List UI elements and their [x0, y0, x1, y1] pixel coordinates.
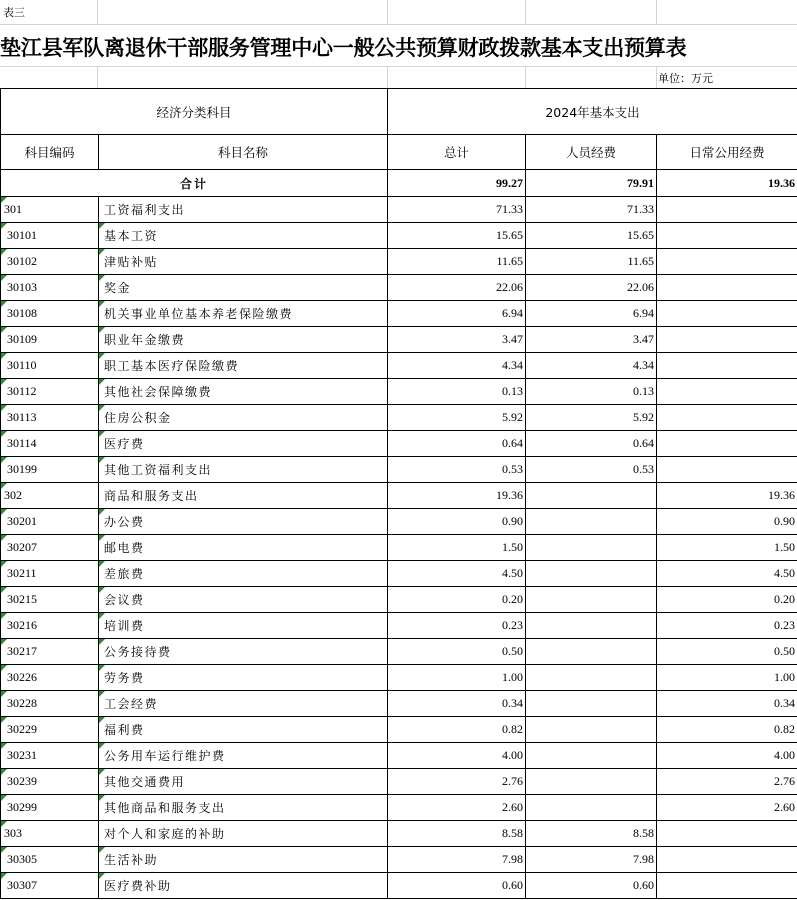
cell-personnel[interactable]: 0.60: [526, 873, 657, 899]
cell-total[interactable]: 4.50: [388, 561, 526, 587]
cell-name[interactable]: 生活补助: [99, 847, 388, 873]
cell-name[interactable]: 医疗费补助: [99, 873, 388, 899]
cell-code[interactable]: 30231: [1, 743, 99, 769]
cell-personnel[interactable]: [526, 743, 657, 769]
cell-total[interactable]: 11.65: [388, 249, 526, 275]
cell-total[interactable]: 0.34: [388, 691, 526, 717]
cell-total[interactable]: 0.82: [388, 717, 526, 743]
cell-personnel[interactable]: 0.13: [526, 379, 657, 405]
cell-total[interactable]: 7.98: [388, 847, 526, 873]
cell-public[interactable]: [657, 275, 797, 301]
total-row: [1, 170, 797, 197]
cell-public[interactable]: [657, 353, 797, 379]
cell-public[interactable]: [657, 197, 797, 223]
cell-name[interactable]: 对个人和家庭的补助: [99, 821, 388, 847]
cell-name[interactable]: 工资福利支出: [99, 197, 388, 223]
cell-code[interactable]: 30229: [1, 717, 99, 743]
cell-code[interactable]: 30307: [1, 873, 99, 899]
cell-code[interactable]: 303: [1, 821, 99, 847]
table-row: [1, 483, 797, 509]
cell-code[interactable]: 30101: [1, 223, 99, 249]
cell-total[interactable]: 71.33: [388, 197, 526, 223]
cell-public[interactable]: 0.20: [657, 587, 797, 613]
table-row: [1, 327, 797, 353]
total-personnel[interactable]: 79.91: [526, 170, 657, 197]
cell-code[interactable]: 30216: [1, 613, 99, 639]
table-row: [1, 587, 797, 613]
cell-personnel[interactable]: 8.58: [526, 821, 657, 847]
cell-total[interactable]: 0.20: [388, 587, 526, 613]
cell-personnel[interactable]: 6.94: [526, 301, 657, 327]
cell-name[interactable]: 其他商品和服务支出: [99, 795, 388, 821]
cell-total[interactable]: 0.23: [388, 613, 526, 639]
cell-code[interactable]: 30102: [1, 249, 99, 275]
cell-code[interactable]: 30113: [1, 405, 99, 431]
cell-public[interactable]: 0.90: [657, 509, 797, 535]
table-row: [1, 743, 797, 769]
cell-name[interactable]: 住房公积金: [99, 405, 388, 431]
cell-personnel[interactable]: [526, 717, 657, 743]
table-row: [1, 275, 797, 301]
cell-total[interactable]: 2.60: [388, 795, 526, 821]
cell-personnel[interactable]: 5.92: [526, 405, 657, 431]
cell-name[interactable]: 福利费: [99, 717, 388, 743]
cell-personnel[interactable]: [526, 561, 657, 587]
cell-code[interactable]: 30226: [1, 665, 99, 691]
cell-total[interactable]: 1.50: [388, 535, 526, 561]
cell-public[interactable]: 2.76: [657, 769, 797, 795]
cell-name[interactable]: 其他社会保障缴费: [99, 379, 388, 405]
cell-public[interactable]: 0.50: [657, 639, 797, 665]
cell-name[interactable]: 劳务费: [99, 665, 388, 691]
cell-total[interactable]: 4.34: [388, 353, 526, 379]
cell-name[interactable]: 其他工资福利支出: [99, 457, 388, 483]
cell-total[interactable]: 1.00: [388, 665, 526, 691]
cell-public[interactable]: [657, 327, 797, 353]
header-personnel[interactable]: 人员经费: [526, 135, 657, 170]
cell-code[interactable]: 30114: [1, 431, 99, 457]
cell-name[interactable]: 商品和服务支出: [99, 483, 388, 509]
cell-code[interactable]: 30108: [1, 301, 99, 327]
table-row: [1, 639, 797, 665]
cell-personnel[interactable]: [526, 509, 657, 535]
cell-name[interactable]: 办公费: [99, 509, 388, 535]
table-row: [1, 717, 797, 743]
cell-code[interactable]: 30110: [1, 353, 99, 379]
cell-name[interactable]: 基本工资: [99, 223, 388, 249]
table-row: [1, 665, 797, 691]
cell-name[interactable]: 工会经费: [99, 691, 388, 717]
cell-public[interactable]: 19.36: [657, 483, 797, 509]
cell-name[interactable]: 培训费: [99, 613, 388, 639]
total-public[interactable]: 19.36: [657, 170, 797, 197]
cell-code[interactable]: 30305: [1, 847, 99, 873]
cell-name[interactable]: 公务接待费: [99, 639, 388, 665]
cell-public[interactable]: 4.50: [657, 561, 797, 587]
cell-code[interactable]: 30217: [1, 639, 99, 665]
cell-public[interactable]: 0.34: [657, 691, 797, 717]
cell-public[interactable]: 1.50: [657, 535, 797, 561]
cell-code[interactable]: 301: [1, 197, 99, 223]
table-row: [1, 353, 797, 379]
cell-public[interactable]: [657, 405, 797, 431]
cell-code[interactable]: 30211: [1, 561, 99, 587]
cell-personnel[interactable]: [526, 483, 657, 509]
cell-personnel[interactable]: [526, 535, 657, 561]
cell-code[interactable]: 30215: [1, 587, 99, 613]
cell-public[interactable]: [657, 431, 797, 457]
cell-personnel[interactable]: [526, 613, 657, 639]
table-row: [1, 197, 797, 223]
cell-personnel[interactable]: [526, 769, 657, 795]
cell-total[interactable]: 0.90: [388, 509, 526, 535]
table-row: [1, 769, 797, 795]
cell-personnel[interactable]: 4.34: [526, 353, 657, 379]
cell-total[interactable]: 22.06: [388, 275, 526, 301]
unit-label: 单位：万元: [658, 72, 713, 85]
table-row: [1, 613, 797, 639]
cell-name[interactable]: 职业年金缴费: [99, 327, 388, 353]
cell-public[interactable]: [657, 301, 797, 327]
cell-code[interactable]: 30201: [1, 509, 99, 535]
cell-name[interactable]: 邮电费: [99, 535, 388, 561]
table-row: [1, 301, 797, 327]
cell-total[interactable]: 15.65: [388, 223, 526, 249]
header-year-basic[interactable]: 2024年基本支出: [388, 89, 797, 135]
cell-code[interactable]: 30199: [1, 457, 99, 483]
table-row: [1, 691, 797, 717]
cell-code[interactable]: 302: [1, 483, 99, 509]
cell-total[interactable]: 5.92: [388, 405, 526, 431]
cell-personnel[interactable]: 11.65: [526, 249, 657, 275]
cell-total[interactable]: 0.53: [388, 457, 526, 483]
page-title: 垫江县军队离退休干部服务管理中心一般公共预算财政拨款基本支出预算表: [0, 35, 687, 60]
cell-total[interactable]: 4.00: [388, 743, 526, 769]
cell-public[interactable]: 0.23: [657, 613, 797, 639]
cell-personnel[interactable]: [526, 639, 657, 665]
cell-personnel[interactable]: 22.06: [526, 275, 657, 301]
cell-personnel[interactable]: 7.98: [526, 847, 657, 873]
table-row: [1, 457, 797, 483]
cell-code[interactable]: 30299: [1, 795, 99, 821]
total-total[interactable]: 99.27: [388, 170, 526, 197]
cell-total[interactable]: 0.13: [388, 379, 526, 405]
cell-name[interactable]: 其他交通费用: [99, 769, 388, 795]
cell-public[interactable]: [657, 847, 797, 873]
header-public[interactable]: 日常公用经费: [657, 135, 797, 170]
cell-total[interactable]: 0.64: [388, 431, 526, 457]
table-row: [1, 405, 797, 431]
cell-personnel[interactable]: 0.53: [526, 457, 657, 483]
cell-name[interactable]: 津贴补贴: [99, 249, 388, 275]
cell-code[interactable]: 30112: [1, 379, 99, 405]
cell-public[interactable]: [657, 379, 797, 405]
table-row: [1, 795, 797, 821]
cell-public[interactable]: [657, 457, 797, 483]
cell-public[interactable]: [657, 223, 797, 249]
table-row: [1, 821, 797, 847]
cell-name[interactable]: 机关事业单位基本养老保险缴费: [99, 301, 388, 327]
cell-personnel[interactable]: 71.33: [526, 197, 657, 223]
cell-personnel[interactable]: [526, 795, 657, 821]
cell-name[interactable]: 医疗费: [99, 431, 388, 457]
cell-public[interactable]: 2.60: [657, 795, 797, 821]
table-row: [1, 561, 797, 587]
cell-total[interactable]: 6.94: [388, 301, 526, 327]
cell-code[interactable]: 30239: [1, 769, 99, 795]
total-label[interactable]: 合计: [1, 170, 388, 197]
cell-code[interactable]: 30109: [1, 327, 99, 353]
cell-personnel[interactable]: [526, 691, 657, 717]
budget-table: [0, 88, 797, 899]
table-row: [1, 873, 797, 899]
cell-total[interactable]: 19.36: [388, 483, 526, 509]
cell-personnel[interactable]: 3.47: [526, 327, 657, 353]
table-row: [1, 249, 797, 275]
table-row: [1, 847, 797, 873]
table-row: [1, 379, 797, 405]
table-row: [1, 223, 797, 249]
cell-public[interactable]: 1.00: [657, 665, 797, 691]
cell-code[interactable]: 30103: [1, 275, 99, 301]
cell-name[interactable]: 职工基本医疗保险缴费: [99, 353, 388, 379]
cell-public[interactable]: [657, 873, 797, 899]
cell-total[interactable]: 8.58: [388, 821, 526, 847]
table-row: [1, 535, 797, 561]
cell-name[interactable]: 差旅费: [99, 561, 388, 587]
cell-personnel[interactable]: [526, 665, 657, 691]
cell-name[interactable]: 公务用车运行维护费: [99, 743, 388, 769]
cell-public[interactable]: [657, 249, 797, 275]
cell-code[interactable]: 30207: [1, 535, 99, 561]
cell-name[interactable]: 会议费: [99, 587, 388, 613]
header-name[interactable]: 科目名称: [99, 135, 388, 170]
table-row: [1, 431, 797, 457]
cell-total[interactable]: 0.50: [388, 639, 526, 665]
cell-personnel[interactable]: [526, 587, 657, 613]
cell-total[interactable]: 2.76: [388, 769, 526, 795]
cell-total[interactable]: 0.60: [388, 873, 526, 899]
header-total[interactable]: 总计: [388, 135, 526, 170]
sheet-label: 表三: [3, 6, 25, 19]
cell-public[interactable]: [657, 821, 797, 847]
cell-public[interactable]: 0.82: [657, 717, 797, 743]
cell-name[interactable]: 奖金: [99, 275, 388, 301]
cell-total[interactable]: 3.47: [388, 327, 526, 353]
table-row: [1, 509, 797, 535]
cell-personnel[interactable]: 15.65: [526, 223, 657, 249]
header-econ-class[interactable]: 经济分类科目: [1, 89, 388, 135]
cell-public[interactable]: 4.00: [657, 743, 797, 769]
header-code[interactable]: 科目编码: [1, 135, 99, 170]
cell-personnel[interactable]: 0.64: [526, 431, 657, 457]
cell-code[interactable]: 30228: [1, 691, 99, 717]
